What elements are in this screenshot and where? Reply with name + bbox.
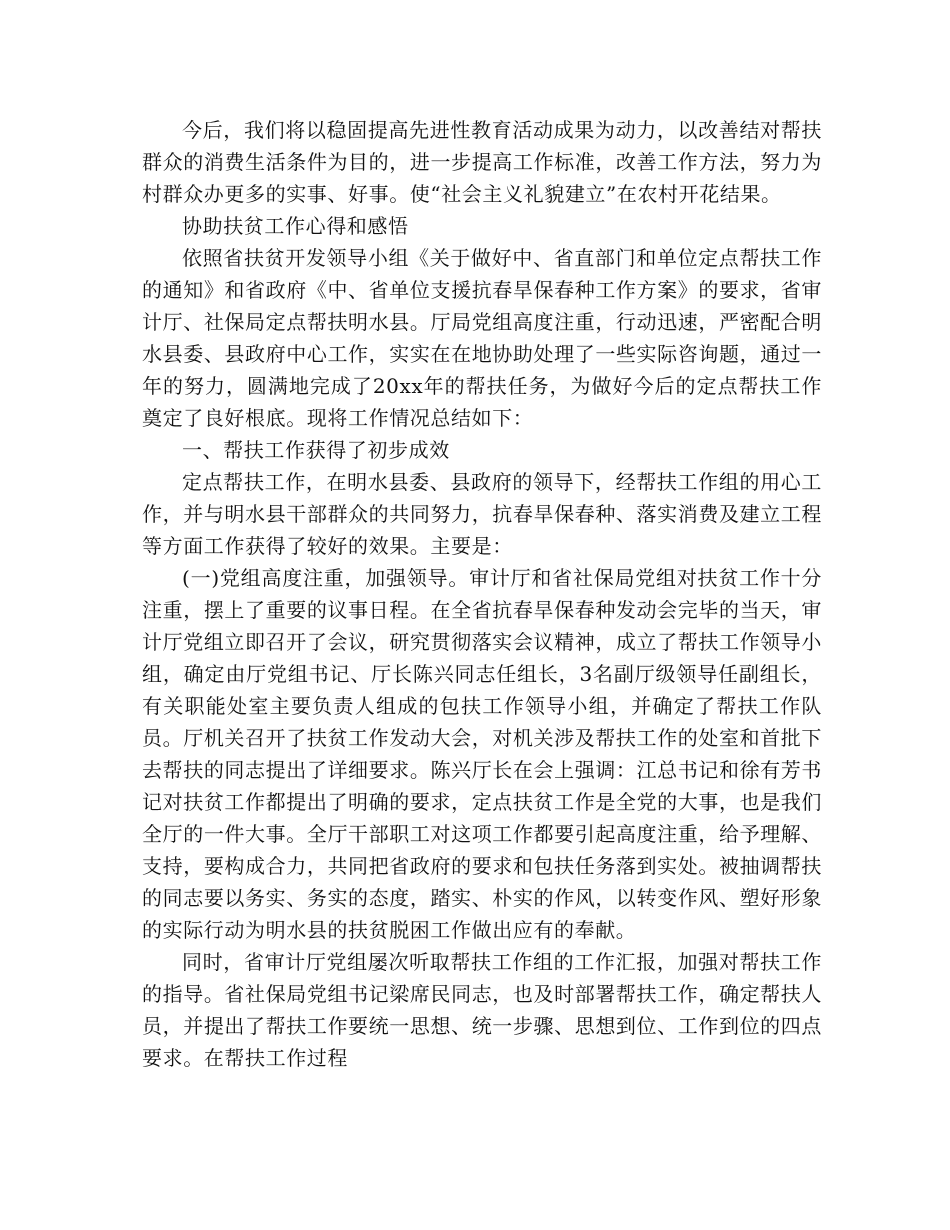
paragraph-leadership: (一)党组高度注重，加强领导。审计厅和省社保局党组对扶贫工作十分注重，摆上了重要的议事日程。在全省抗春旱保春种发动会完毕的当天，审计厅党组立即召开了会议，研究贯彻落实会议精神，成立了帮扶工作领导小组，确定由厅党组书记、厅长陈兴同志任组长，3名副厅级领导任副组长，有关职能处室主要负责人组成的包扶工作领导小组，并确定了帮扶工作队员。厅机关召开了扶贫工作发动大会，对机关涉及帮扶工作的处室和首批下去帮扶的同志提出了详细要求。陈兴厅长在会上强调：江总书记和徐有芳书记对扶贫工作都提出了明确的要求，定点扶贫工作是全党的大事，也是我们全厅的一件大事。全厅干部职工对这项工作都要引起高度注重，给予理解、支持，要构成合力，共同把省政府的要求和包扶任务落到实处。被抽调帮扶的同志要以务实、务实的态度，踏实、朴实的作风，以转变作风、塑好形象的实际行动为明水县的扶贫脱困工作做出应有的奉献。 <box>142 566 822 942</box>
paragraph-results: 定点帮扶工作，在明水县委、县政府的领导下，经帮扶工作组的用心工作，并与明水县干部群众的共同努力，抗春旱保春种、落实消费及建立工程等方面工作获得了较好的效果。主要是： <box>142 470 822 558</box>
section-title: 协助扶贫工作心得和感悟 <box>182 214 409 238</box>
paragraph-intro: 今后，我们将以稳固提高先进性教育活动成果为动力，以改善结对帮扶群众的消费生活条件为目的，进一步提高工作标准，改善工作方法，努力为村群众办更多的实事、好事。使“社会主义礼貌建立”在农村开花结果。 <box>142 118 822 206</box>
paragraph-guidance: 同时，省审计厅党组屡次听取帮扶工作组的工作汇报，加强对帮扶工作的指导。省社保局党组书记梁席民同志，也及时部署帮扶工作，确定帮扶人员，并提出了帮扶工作要统一思想、统一步骤、思想到位、工作到位的四点要求。在帮扶工作过程 <box>142 950 822 1070</box>
document-body <box>142 114 822 1074</box>
paragraph-basis: 依照省扶贫开发领导小组《关于做好中、省直部门和单位定点帮扶工作的通知》和省政府《中、省单位支援抗春旱保春种工作方案》的要求，省审计厅、社保局定点帮扶明水县。厅局党组高度注重，行动迅速，严密配合明水县委、县政府中心工作，实实在在地协助处理了一些实际咨询题，通过一年的努力，圆满地完成了20xx年的帮扶任务，为做好今后的定点帮扶工作奠定了良好根底。现将工作情况总结如下： <box>142 246 822 430</box>
section-heading-1: 一、帮扶工作获得了初步成效 <box>182 438 450 462</box>
